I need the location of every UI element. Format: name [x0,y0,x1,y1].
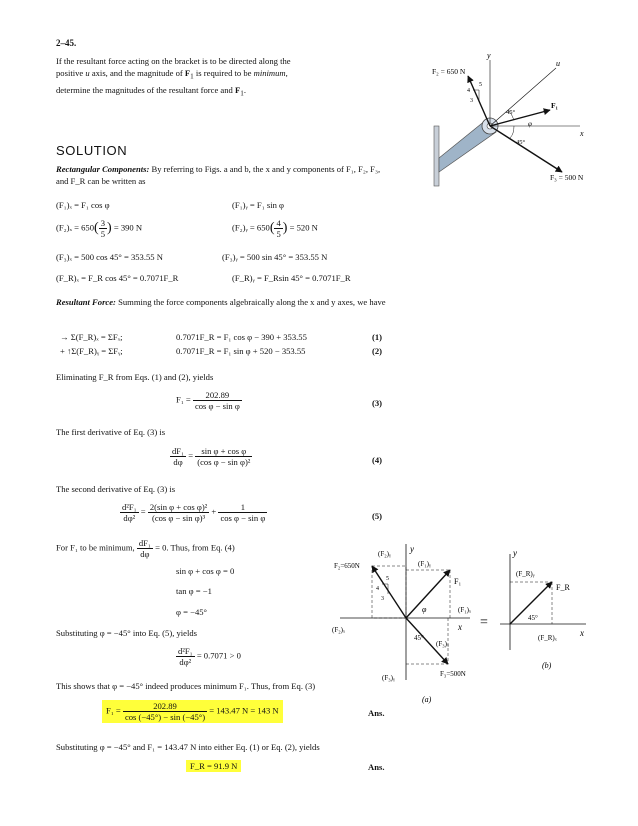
check-rhs: = 0.7071 > 0 [196,650,241,661]
fig-a-F2x-label: (F₂)ₓ [332,626,346,634]
first-derivative-text: The first derivative of Eq. (3) is [56,427,166,437]
sum-eq-1-number: (1) [372,332,383,342]
frac-5: 5 [100,229,105,239]
sum-eq-1-lhs: → Σ(F_R)ₓ = ΣFₓ; [60,332,123,342]
second-derivative-text: The second derivative of Eq. (3) is [56,484,176,494]
eq4: $\frac{\text{dF₁}}{d\varphi}$ = $\frac{\text{sin φ + cos φ}}{\text{(cos φ − sin φ)²}}$ [172,446,251,467]
frac-4: 4 [276,218,281,228]
rect-components-paragraph [56,163,386,188]
check-denominator: dφ² [179,657,192,667]
fig-a-y-label: y [410,544,414,554]
resultant-force-title: Resultant Force: [56,297,116,307]
u-axis-label: u [556,59,560,68]
eq4-lhs-denominator: dφ [173,457,183,467]
check-numerator: d²F₁ [178,646,193,656]
statement-part: axis, and the magnitude of [89,68,185,79]
eq4-numerator: sin φ + cos φ [195,446,252,457]
sum-eq-1-rhs: 0.7071F_R = F₁ cos φ − 390 + 353.55 [176,332,307,342]
sum-eq-2-rhs: 0.7071F_R = F₁ sin φ + 520 − 353.55 [176,346,306,356]
eq3-number: (3) [372,398,383,408]
eq-FRy: (F_R)ᵧ = F_Rsin 45° = 0.7071F_R [232,273,351,283]
bracket-figure [410,46,600,188]
eq-F2x: (F₂)ₓ = 650( $\frac{3}{5}$ ) = 390 N [56,218,143,239]
tri-5-label: 5 [479,82,482,88]
y-axis-label: y [487,51,491,60]
fig-a-F1y-label: (F₁)ᵧ [418,560,431,568]
answer-FR-label: Ans. [368,762,385,772]
fig-a-tri-3: 3 [381,596,384,602]
minimum-condition [56,538,235,559]
x-axis-label: x [580,129,584,138]
solution-heading: SOLUTION [56,143,128,158]
F3-label: F₃ = 500 N [550,173,584,182]
statement-part: is required to be [193,68,254,79]
eq5-numerator-1: 2(sin φ + cos φ)² [149,502,208,512]
frac-5b: 5 [276,229,281,239]
eq5-plus: + [211,506,217,517]
answer-F1-denominator: cos (−45°) − sin (−45°) [124,712,206,722]
free-body-figures [330,540,600,710]
fig-b-FRx-label: (F_R)ₓ [538,634,557,642]
eliminating-text: Eliminating F_R from Eqs. (1) and (2), yields [56,372,214,382]
min-step-3: φ = −45° [176,607,207,617]
statement-part: , determine the magnitudes of the resultant force and [56,68,288,95]
fig-a-F3y-label: (F₃)ᵧ [382,674,395,682]
eq4-denominator: (cos φ − sin φ)² [197,457,251,467]
figure-a [332,544,472,704]
angle-label-1: 45° [506,109,516,116]
sum-eq-2-lhs: + ↑Σ(F_R)ᵧ = ΣFᵧ; [60,346,123,356]
statement-F1: F [184,68,191,79]
fig-a-phi: φ [422,605,427,614]
minimum-frac-denominator: dφ [140,549,150,559]
figure-b [500,548,586,670]
fig-b-angle: 45° [528,614,538,622]
eq5-number: (5) [372,511,383,521]
answer-F1-label: Ans. [368,708,385,718]
answer-F1-lhs: F₁ = [106,705,121,716]
statement-part: . [243,84,246,95]
minimum-pre: For F₁ to be minimum, [56,542,135,553]
eq3-numerator: 202.89 [193,390,242,401]
F2-label: F₂ = 650 N [432,67,466,76]
fig-a-x-label: x [458,622,462,632]
phi-label: φ [528,120,532,128]
rect-components-title: Rectangular Components: [56,164,150,174]
fig-b-caption: (b) [542,661,552,670]
answer-F1-numerator: 202.89 [123,701,207,712]
tri-3-label: 3 [470,98,473,104]
rect-components-body: By referring to Figs. a and b, the x and y components of F₁, F₂, F₃, and F_R can be written as [56,164,381,187]
answer-F1 [102,700,283,723]
eq5-lhs-denominator: dφ² [123,513,136,523]
eq5-lhs-numerator: d²F₁ [122,502,137,512]
eq-F2y-left: (F₂)ᵧ = 650 [232,222,270,233]
angle-label-2: 45° [516,139,526,146]
statement-F1-sub: 1 [190,73,194,82]
eq-F2y: (F₂)ᵧ = 650( $\frac{4}{5}$ ) = 520 N [232,218,318,239]
eq5-numerator-2: 1 [218,502,267,513]
fig-a-F1-label: F₁ [454,577,462,586]
statement-F1b-sub: 1 [240,89,244,98]
min-step-1: sin φ + cos φ = 0 [176,566,235,576]
eq-F2y-right: = 520 N [289,222,318,233]
fig-a-F3-label: F₃=500N [440,670,466,678]
resultant-force-paragraph [56,296,386,308]
problem-number: 2–45. [56,38,77,48]
statement-minimum: minimum [253,68,286,79]
substituting-text: Substituting φ = −45° into Eq. (5), yields [56,628,198,638]
shows-text: This shows that φ = −45° indeed produces minimum F₁. Thus, from Eq. (3) [56,681,316,691]
eq3-denominator: cos φ − sin φ [194,401,240,411]
eq-F2x-left: (F₂)ₓ = 650 [56,222,95,233]
tri-4-label: 4 [467,88,470,94]
fig-a-angle: 45° [414,634,424,642]
problem-statement [56,55,304,100]
eq-F1x: (F₁)ₓ = F₁ cos φ [56,200,110,210]
wall-plate [434,126,439,186]
eq5-denominator-2: cos φ − sin φ [220,513,266,523]
fig-a-F1x-label: (F₁)ₓ [458,606,472,614]
fig-a-F1-arrow [406,570,450,618]
min-step-2: tan φ = −1 [176,586,212,596]
second-derivative-check [176,646,241,667]
substituting2-text: Substituting φ = −45° and F₁ = 143.47 N into either Eq. (1) or Eq. (2), yields [56,742,320,752]
eq4-lhs-numerator: dF₁ [172,446,185,456]
eq3 [176,390,242,411]
sum-eq-2-number: (2) [372,346,383,356]
eq3-lhs: F₁ = [176,394,191,405]
answer-F1-rhs: = 143.47 N = 143 N [209,705,279,716]
statement-part: If the resultant force acting on the bracket is to be directed along the positive [56,56,291,79]
fig-b-FR-label: F_R [556,583,570,592]
answer-FR: F_R = 91.9 N [186,760,241,772]
eq4-number: (4) [372,455,383,465]
fig-b-y-label: y [513,548,517,558]
fig-a-F2y-label: (F₂)ᵧ [378,550,391,558]
eq-F2x-right: = 390 N [113,222,143,233]
eq-F3y: (F₃)ᵧ = 500 sin 45° = 353.55 N [222,252,328,262]
minimum-post: = 0. Thus, from Eq. (4) [155,542,235,553]
eq-F3x: (F₃)ₓ = 500 cos 45° = 353.55 N [56,252,163,262]
eq-FRx: (F_R)ₓ = F_R cos 45° = 0.7071F_R [56,273,179,283]
eq5: $\frac{\text{d²F₁}}{\text{dφ²}}$ = $\frac{\text{2(sin φ + cos φ)²}}{\text{(cos φ − sin φ)³}}$ + $\frac{1}{\text{cos φ − sin φ}}$ [122,502,266,523]
minimum-frac-numerator: dF₁ [138,538,151,548]
fig-a-F3x-label: (F₃)ₓ [436,640,450,648]
fig-a-tri-5: 5 [386,576,389,582]
eq5-denominator-1: (cos φ − sin φ)³ [151,513,206,523]
angle-arc-2 [510,126,514,138]
statement-F1b: F [234,84,241,95]
eq-F1y: (F₁)ᵧ = F₁ sin φ [232,200,284,210]
fig-a-caption: (a) [422,695,432,704]
resultant-force-body: Summing the force components algebraically along the x and y axes, we have [115,297,386,307]
figures-equals: = [480,615,488,630]
fig-a-F2-label: F₂=650N [334,562,360,570]
frac-3: 3 [100,218,105,228]
statement-u: u [85,68,90,79]
fig-b-x-label: x [580,628,584,638]
fig-a-F2-arrow [372,566,406,618]
fig-b-FRy-label: (F_R)ᵧ [516,570,535,578]
fig-a-tri-4: 4 [376,586,379,592]
F1-label: F₁ [551,101,558,110]
F3-arrow [490,126,562,172]
